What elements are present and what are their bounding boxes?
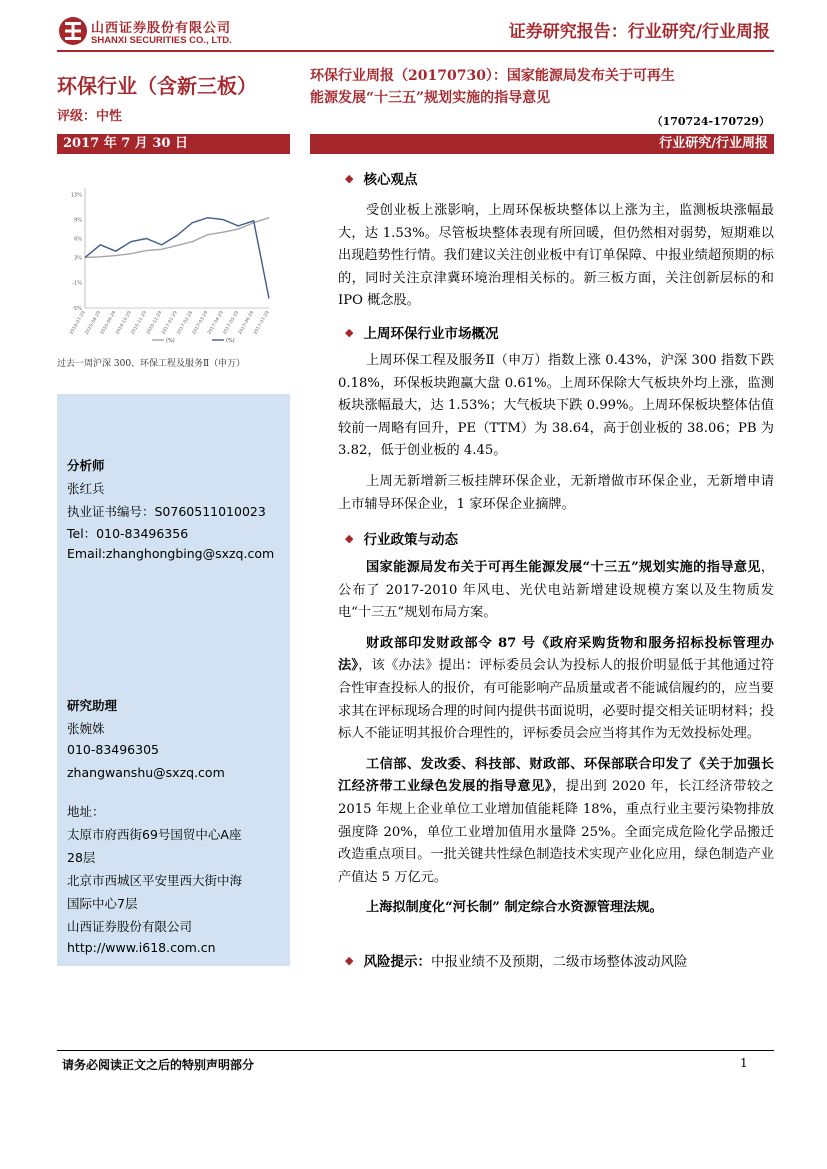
document-title bbox=[310, 65, 770, 109]
risk-label: 风险提示： bbox=[363, 954, 431, 970]
legend-label: (%) bbox=[166, 338, 175, 344]
analyst-license: 执业证书编号：S0760511010023 bbox=[67, 504, 266, 519]
policy-1-text: ，公布了 2017-2010 年风电、光伏电站新增建设规模方案以及生物质发电“十三五”规划布局方案。 bbox=[338, 560, 774, 621]
title-line-2: 能源发展“十三五”规划实施的指导意见 bbox=[310, 90, 551, 106]
date-bar bbox=[57, 134, 290, 154]
x-tick-label: 2017-04-29 bbox=[207, 310, 225, 336]
x-tick-label: 2016-09-29 bbox=[99, 310, 118, 336]
x-tick-label: 2016-11-29 bbox=[130, 310, 149, 336]
policy-2-text: ，该《办法》提出：评标委员会认为投标人的报价明显低于其他通过符合性审查投标人的报价，有可能影响产品质量或者不能诚信履约的，应当要求其在评标现场合理的时间内提供书面说明，必要时提交相关证明材料；投标人不能证明其报价合理性的，评标委员会应当将其作为无效投标处理。 bbox=[338, 658, 775, 742]
x-tick-label: 2016-08-29 bbox=[84, 310, 103, 336]
address-line-4: 国际中心7层 bbox=[67, 896, 138, 911]
core-view-body bbox=[338, 200, 774, 313]
x-tick-label: 2016-10-29 bbox=[115, 310, 133, 336]
assistant-tel: 010-83496305 bbox=[67, 742, 159, 757]
core-view-title: 核心观点 bbox=[363, 172, 418, 188]
legend-label: (%) bbox=[226, 338, 235, 344]
assistant-heading: 研究助理 bbox=[67, 698, 118, 713]
policy-1-headline: 国家能源局发布关于可再生能源发展“十三五”规划实施的指导意见 bbox=[366, 560, 761, 575]
y-tick-label: 13% bbox=[70, 192, 82, 199]
company-name-en: SHANXI SECURITIES CO., LTD. bbox=[91, 35, 232, 46]
y-tick-label: 3% bbox=[74, 255, 82, 262]
policy-item-4 bbox=[338, 897, 774, 920]
performance-chart bbox=[57, 180, 290, 350]
policy-item-2 bbox=[338, 633, 774, 746]
report-date: 2017 年 7 月 30 日 bbox=[63, 136, 188, 151]
report-category: 行业研究/行业周报 bbox=[659, 136, 768, 151]
date-range: （170724-170729） bbox=[651, 115, 770, 128]
risk-text: 中报业绩不及预期，二级市场整体波动风险 bbox=[430, 954, 688, 970]
page-number: 1 bbox=[740, 1056, 748, 1070]
y-tick-label: -5% bbox=[72, 306, 82, 312]
policy-2-headline: 财政部印发财政部令 87 号《政府采购货物和服务招标投标管理办法》 bbox=[338, 635, 774, 674]
address-line-5: 山西证券股份有限公司 bbox=[67, 919, 193, 934]
market-body bbox=[338, 350, 774, 516]
market-text-1: 上周环保工程及服务Ⅱ（申万）指数上涨 0.43%，沪深 300 指数下跌 0.18%，环保板块跑赢大盘 0.61%。上周环保除大气板块外均上涨，监测板块涨幅最大，达 1.53%；大气板块下跌 0.99%。上周环保板块整体估值较前一周略有回升，PE（TTM）为 38.64，高于创业板的 38.06；PB 为 3.82，低于创业板的 4.45。 bbox=[338, 353, 774, 459]
risk-line bbox=[345, 950, 687, 970]
address-line-3: 北京市西城区平安里西大街中海 bbox=[67, 873, 243, 888]
assistant-email[interactable]: zhangwanshu@sxzq.com bbox=[67, 765, 225, 780]
assistant-name: 张婉姝 bbox=[67, 721, 105, 736]
x-tick-label: 2017-06-29 bbox=[237, 310, 256, 336]
rating: 评级：中性 bbox=[57, 109, 123, 124]
policy-item-3 bbox=[338, 754, 774, 890]
core-view-text: 受创业板上涨影响，上周环保板块整体以上涨为主，监测板块涨幅最大，达 1.53%。尽管板块整体表现有所回暖，但仍然相对弱势，短期难以出现趋势性行情。我们建议关注创业板中有订单保障、中报业绩超预期的标的，同时关注京津冀环境治理相关标的。新三板方面，关注创新层标的和 IPO 概念股。 bbox=[338, 203, 774, 309]
x-tick-label: 2017-07-29 bbox=[253, 310, 271, 336]
x-tick-label: 2016-12-29 bbox=[145, 310, 164, 336]
header-divider bbox=[57, 50, 774, 52]
bullet-icon: ◆ bbox=[345, 325, 354, 339]
y-tick-label: 6% bbox=[74, 236, 82, 243]
policy-body bbox=[338, 557, 774, 920]
report-type: 证券研究报告：行业研究/行业周报 bbox=[508, 22, 770, 42]
analyst-name: 张红兵 bbox=[67, 481, 105, 496]
policy-3-text: ，提出到 2020 年，长江经济带较之 2015 年规上企业单位工业增加值能耗降 18%，重点行业主要污染物排放强度降 20%，单位工业增加值用水量降 25%。全面完成危险化学品搬迁改造重点项目。一批关键共性绿色制造技术实现产业化应用，绿色制造产业产值达 5 万亿元。 bbox=[338, 779, 774, 885]
analyst-tel: Tel：010-83496356 bbox=[67, 526, 189, 541]
bullet-icon: ◆ bbox=[345, 953, 354, 967]
market-text-2: 上周无新增新三板挂牌环保企业，无新增做市环保企业，无新增申请上市辅导环保企业，1 家环保企业摘牌。 bbox=[338, 473, 774, 512]
analyst-sidebar bbox=[57, 394, 290, 966]
sector-title: 环保行业（含新三板） bbox=[57, 74, 257, 98]
x-tick-label: 2017-03-29 bbox=[191, 310, 210, 336]
address-heading: 地址： bbox=[67, 804, 105, 819]
bullet-icon: ◆ bbox=[345, 171, 354, 185]
footer-divider bbox=[57, 1050, 774, 1051]
market-title: 上周环保行业市场概况 bbox=[363, 326, 499, 342]
category-bar bbox=[310, 134, 774, 154]
policy-title: 行业政策与动态 bbox=[363, 532, 458, 548]
analyst-heading: 分析师 bbox=[67, 458, 105, 473]
y-tick-label: -1% bbox=[72, 280, 82, 287]
core-view-heading bbox=[345, 168, 417, 188]
policy-4-headline: 上海拟制度化“河长制” 制定综合水资源管理法规。 bbox=[366, 900, 663, 916]
series-line-0 bbox=[85, 218, 269, 258]
title-line-1: 环保行业周报（20170730）：国家能源局发布关于可再生 bbox=[310, 68, 675, 84]
x-tick-label: 2017-01-29 bbox=[161, 310, 179, 336]
policy-3-headline: 工信部、发改委、科技部、财政部、环保部联合印发了《关于加强长江经济带工业绿色发展的指导意见》 bbox=[338, 756, 774, 795]
bullet-icon: ◆ bbox=[345, 531, 354, 545]
series-line-1 bbox=[85, 218, 269, 299]
policy-item-1 bbox=[338, 557, 774, 625]
address-line-2: 28层 bbox=[67, 850, 96, 865]
x-tick-label: 2017-05-29 bbox=[222, 310, 241, 336]
chart-caption: 过去一周沪深 300、环保工程及服务Ⅱ（申万） bbox=[57, 359, 246, 369]
company-logo-icon bbox=[58, 14, 88, 48]
policy-heading bbox=[345, 528, 458, 548]
company-name-cn: 山西证券股份有限公司 bbox=[91, 21, 232, 36]
x-tick-label: 2016-07-29 bbox=[69, 310, 87, 336]
y-tick-label: 9% bbox=[74, 217, 82, 224]
address-line-1: 太原市府西街69号国贸中心A座 bbox=[67, 827, 242, 842]
footer-disclaimer: 请务必阅读正文之后的特别声明部分 bbox=[62, 1058, 255, 1072]
market-heading bbox=[345, 322, 498, 342]
x-tick-label: 2017-02-28 bbox=[176, 310, 195, 336]
website-link[interactable]: http://www.i618.com.cn bbox=[67, 940, 216, 955]
analyst-email[interactable]: Email:zhanghongbing@sxzq.com bbox=[67, 546, 275, 561]
